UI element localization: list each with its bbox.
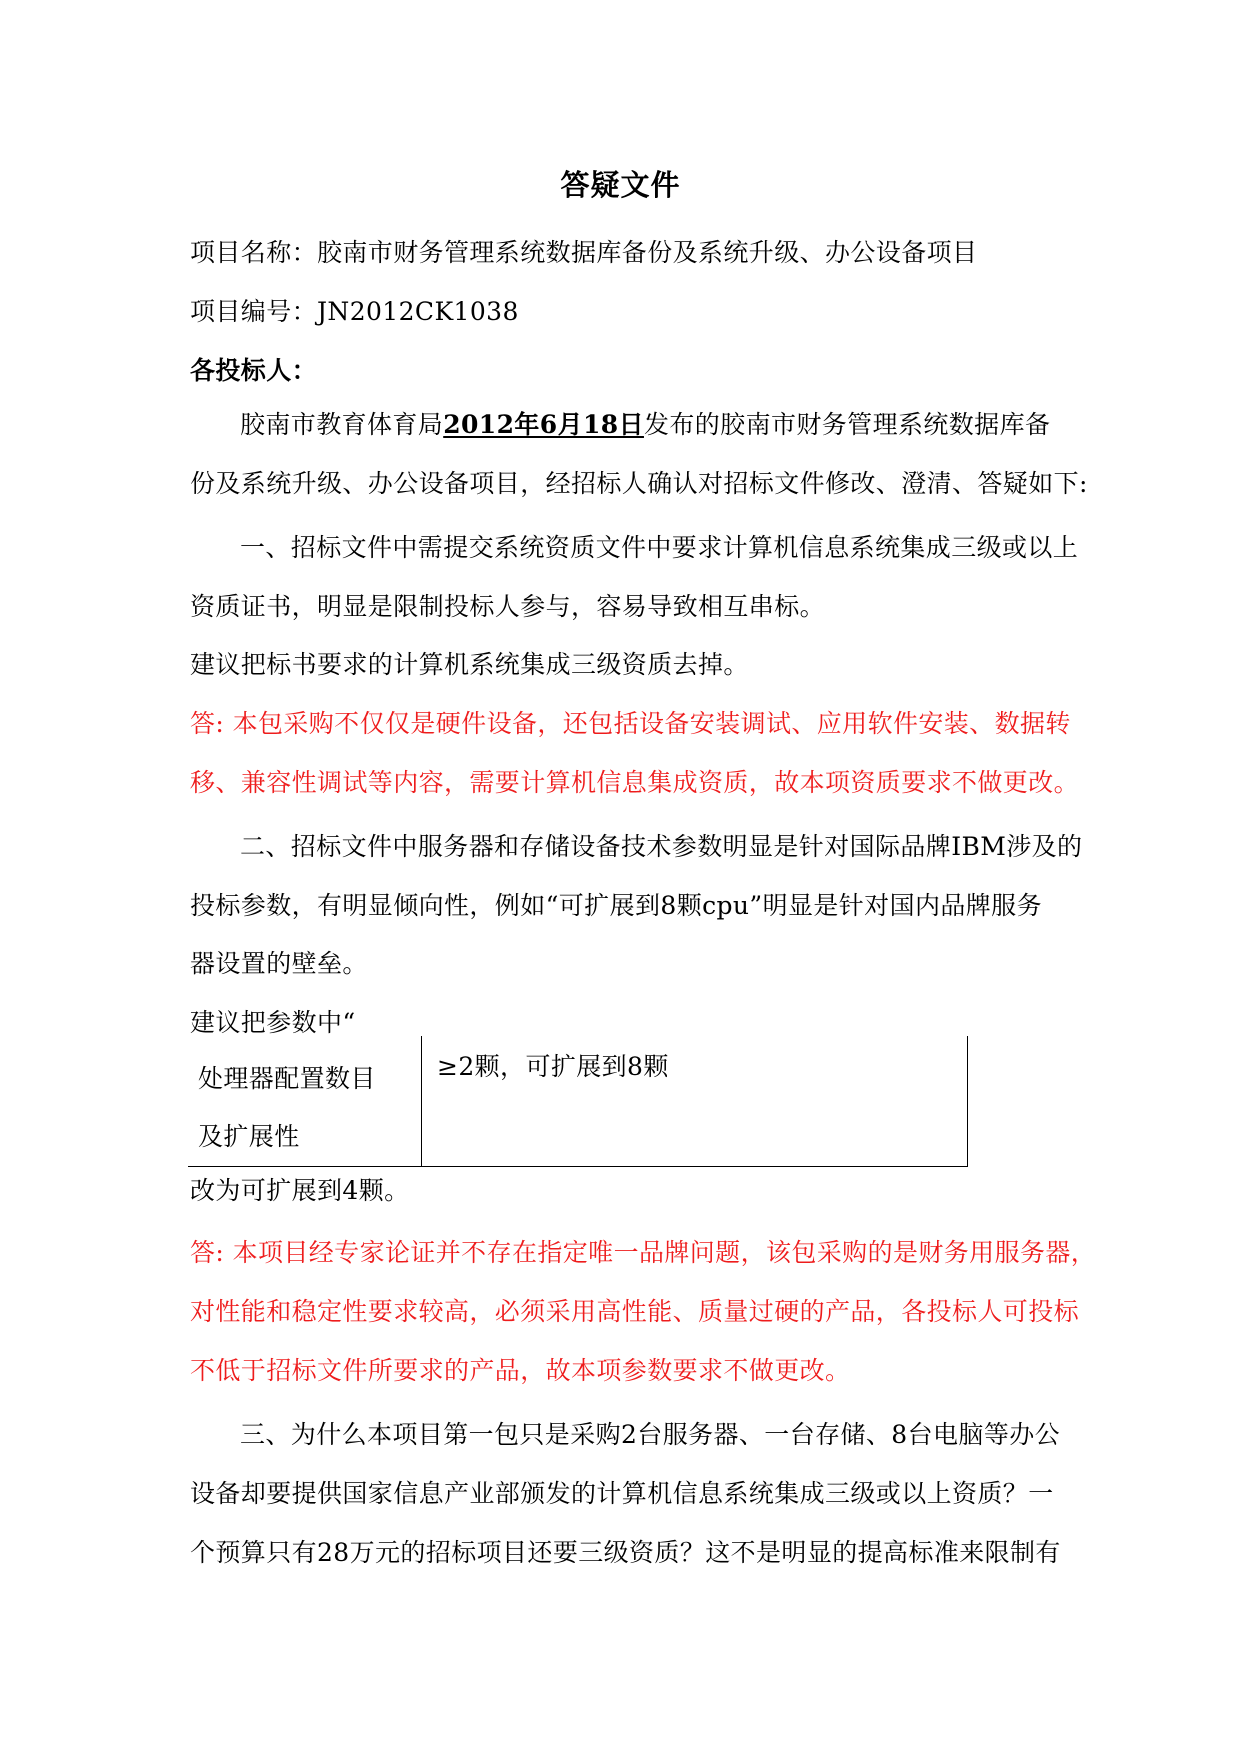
question-1-suggestion: 建议把标书要求的计算机系统集成三级资质去掉。: [190, 650, 749, 679]
intro-line-1-suffix: 发布的胶南市财务管理系统数据库备: [643, 410, 1051, 439]
question-3-line-2: 设备却要提供国家信息产业部颁发的计算机信息系统集成三级或以上资质？一: [190, 1479, 1054, 1508]
answer-2-line-1: 答: 本项目经专家论证并不存在指定唯一品牌问题，该包采购的是财务用服务器，: [190, 1238, 1097, 1267]
question-1-line-1: 一、招标文件中需提交系统资质文件中要求计算机信息系统集成三级或以上: [240, 533, 1079, 562]
question-1-line-2: 资质证书，明显是限制投标人参与，容易导致相互串标。: [190, 592, 826, 621]
intro-line-2: 份及系统升级、办公设备项目，经招标人确认对招标文件修改、澄清、答疑如下:: [190, 469, 1088, 498]
question-2-line-1: 二、招标文件中服务器和存储设备技术参数明显是针对国际品牌IBM涉及的: [240, 832, 1083, 861]
intro-line-1: [240, 408, 1050, 442]
parameter-label-cell: [188, 1036, 422, 1167]
parameter-row: [188, 1036, 968, 1167]
project-number: 项目编号：JN2012CK1038: [190, 297, 519, 326]
parameter-table: [188, 1036, 968, 1167]
document-title: 答疑文件: [560, 168, 681, 202]
question-3-line-3: 个预算只有28万元的招标项目还要三级资质？这不是明显的提高标准来限制有: [190, 1538, 1061, 1567]
addressee: 各投标人：: [190, 356, 318, 385]
intro-date: 2012年6月18日: [443, 410, 644, 439]
answer-2-line-2: 对性能和稳定性要求较高，必须采用高性能、质量过硬的产品，各投标人可投标: [190, 1297, 1080, 1326]
parameter-value-cell: ≥2颗，可扩展到8颗: [422, 1036, 968, 1167]
parameter-label-line-1: 处理器配置数目: [198, 1064, 376, 1093]
question-3-line-1: 三、为什么本项目第一包只是采购2台服务器、一台存储、8台电脑等办公: [240, 1420, 1061, 1449]
question-2-line-2: 投标参数，有明显倾向性，例如“可扩展到8颗cpu”明显是针对国内品牌服务: [190, 891, 1042, 920]
answer-2-line-3: 不低于招标文件所要求的产品，故本项参数要求不做更改。: [190, 1356, 851, 1385]
answer-1-line-2: 移、兼容性调试等内容，需要计算机信息集成资质，故本项资质要求不做更改。: [190, 768, 1080, 797]
parameter-label-line-2: 及扩展性: [198, 1122, 300, 1151]
intro-issuer: 胶南市教育体育局: [240, 410, 444, 439]
question-2-change-to: 改为可扩展到4颗。: [190, 1176, 410, 1205]
question-2-line-3: 器设置的壁垒。: [190, 949, 368, 978]
answer-1-line-1: 答: 本包采购不仅仅是硬件设备，还包括设备安装调试、应用软件安装、数据转: [190, 709, 1071, 738]
question-2-suggestion: 建议把参数中“: [190, 1008, 356, 1037]
project-name: 项目名称：胶南市财务管理系统数据库备份及系统升级、办公设备项目: [190, 238, 978, 267]
